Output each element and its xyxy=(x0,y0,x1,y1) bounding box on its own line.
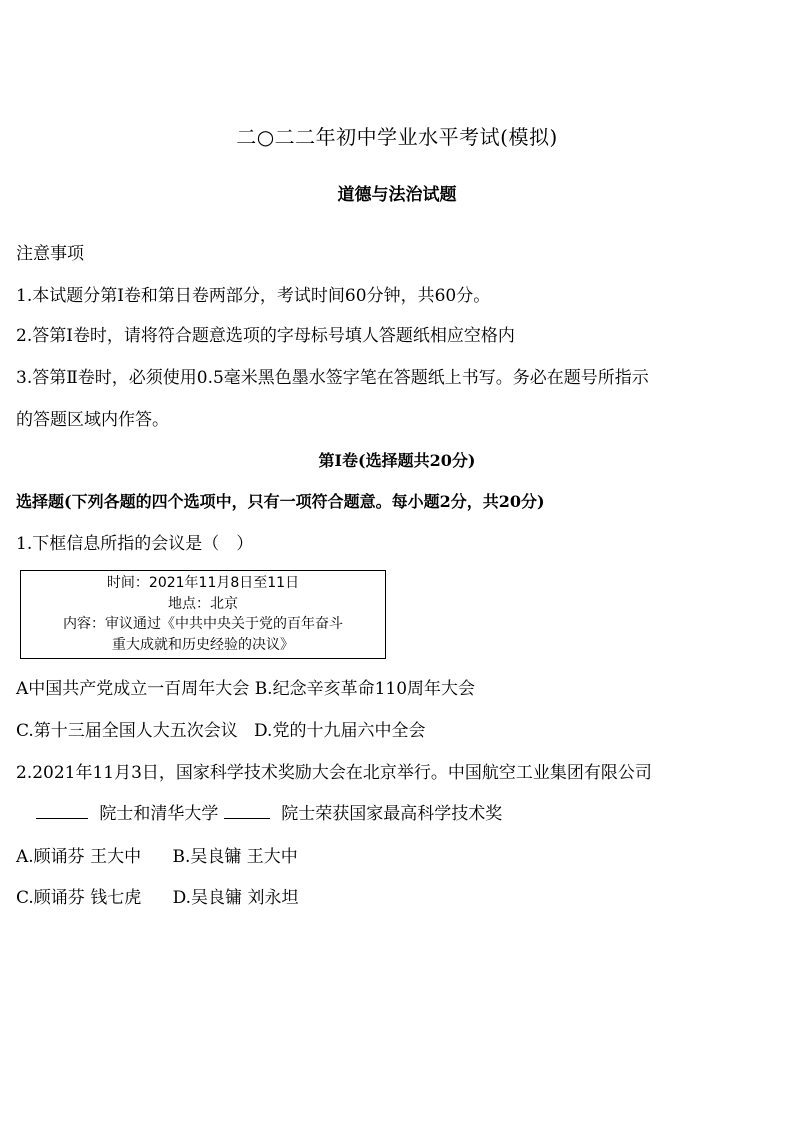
question-1-option-c: C.第十三届全国人大五次会议 xyxy=(16,721,238,741)
question-1-options-ab xyxy=(16,678,475,700)
question-2-option-b: B.吴良镛 王大中 xyxy=(172,847,298,867)
info-box-content-line-2: 重大成就和历史经验的决议》 xyxy=(112,636,294,653)
question-2-options-cd xyxy=(16,887,298,909)
question-2-stem-line-1: 2.2021年11月3日，国家科学技术奖励大会在北京举行。中国航空工业集团有限公司 xyxy=(16,763,652,783)
info-box-location: 地点：北京 xyxy=(168,595,238,612)
question-1-option-b: B.纪念辛亥革命110周年大会 xyxy=(254,679,476,699)
question-2-option-c: C.顾诵芬 钱七虎 xyxy=(16,888,142,908)
exam-title: 二○二二年初中学业水平考试(模拟) xyxy=(236,125,558,149)
section-instructions: 选择题(下列各题的四个选项中，只有一项符合题意。每小题2分，共20分) xyxy=(16,492,545,511)
question-2-stem-line-2 xyxy=(36,803,502,825)
question-1-stem: 1.下框信息所指的会议是（ ） xyxy=(16,534,254,554)
info-box-time: 时间：2021年11月8日至11日 xyxy=(106,575,300,591)
question-1-options-cd xyxy=(16,720,425,742)
question-2-option-a: A.顾诵芬 王大中 xyxy=(16,847,142,867)
section-title: 第Ⅰ卷(选择题共20分) xyxy=(318,451,476,470)
question-2-options-ab xyxy=(16,846,298,868)
notice-heading: 注意事项 xyxy=(16,244,84,264)
question-2-stem-mid: 院士和清华大学 xyxy=(99,804,219,824)
notice-item-2: 2.答第Ⅰ卷时，请将符合题意选项的字母标号填人答题纸相应空格内 xyxy=(16,326,515,346)
notice-item-3-line-1: 3.答第Ⅱ卷时，必须使用0.5毫米黑色墨水签字笔在答题纸上书写。务必在题号所指示 xyxy=(16,368,649,388)
question-1-info-box xyxy=(20,570,386,659)
notice-item-3-line-2: 的答题区域内作答。 xyxy=(16,410,169,430)
question-1-option-a: A中国共产党成立一百周年大会 xyxy=(16,679,250,699)
notice-item-1: 1.本试题分第Ⅰ卷和第日卷两部分，考试时间60分钟，共60分。 xyxy=(16,286,491,306)
question-2-option-d: D.吴良镛 刘永坦 xyxy=(172,888,299,908)
question-1-option-d: D.党的十九届六中全会 xyxy=(254,721,426,741)
question-2-stem-end: 院士荣获国家最高科学技术奖 xyxy=(281,804,503,824)
exam-subtitle: 道德与法治试题 xyxy=(337,185,457,205)
answer-blank-1 xyxy=(36,804,88,819)
answer-blank-2 xyxy=(224,804,270,819)
info-box-content-line-1: 内容：审议通过《中共中央关于党的百年奋斗 xyxy=(63,616,343,632)
